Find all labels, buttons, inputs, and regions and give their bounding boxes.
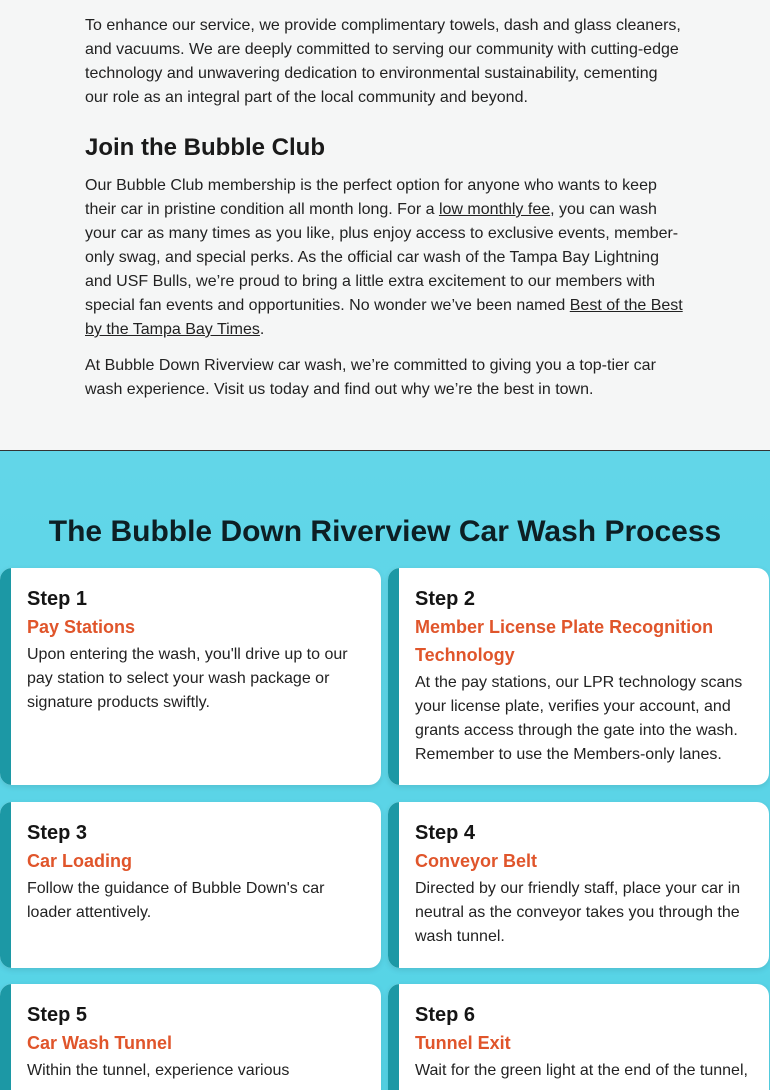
best-of-the-best-link[interactable]: Best of the Best by the Tampa Bay Times bbox=[85, 297, 683, 338]
step-number: Step 6 bbox=[415, 1004, 476, 1026]
bubble-club-paragraph bbox=[85, 174, 685, 342]
step-number: Step 2 bbox=[415, 588, 476, 610]
step-title: Conveyor Belt bbox=[415, 851, 538, 871]
visit-us-paragraph: At Bubble Down Riverview car wash, we’re committed to giving you a top-tier car wash experience. Visit us today and find out why we’re the best in town. bbox=[85, 357, 656, 398]
step-card-2 bbox=[388, 568, 769, 785]
low-monthly-fee-link[interactable]: low monthly fee bbox=[438, 201, 551, 218]
step-card-4 bbox=[388, 802, 769, 968]
step-title: Pay Stations bbox=[27, 617, 136, 637]
step-title: Car Loading bbox=[27, 851, 133, 871]
step-number: Step 4 bbox=[415, 822, 476, 844]
step-title: Car Wash Tunnel bbox=[27, 1033, 173, 1053]
services-paragraph: To enhance our service, we provide complimentary towels, dash and glass cleaners, and vacuums. We are deeply committed to serving our community with cutting-edge technology and unwavering dedication to environmental sustainability, cementing our role as an integral part of the local community and beyond. bbox=[85, 17, 681, 106]
step-card-5 bbox=[0, 984, 381, 1090]
step-description: Wait for the green light at the end of the tunnel, bbox=[415, 1062, 748, 1079]
bubble-club-text-3: . bbox=[259, 321, 265, 338]
step-title: Member License Plate Recognition Technology bbox=[415, 617, 714, 665]
process-title: The Bubble Down Riverview Car Wash Process bbox=[48, 515, 722, 548]
card-accent-bar bbox=[388, 568, 399, 785]
card-accent-bar bbox=[388, 984, 399, 1090]
join-bubble-club-heading: Join the Bubble Club bbox=[85, 134, 325, 161]
card-accent-bar bbox=[0, 802, 11, 968]
bubble-club-text-1: Our Bubble Club membership is the perfect option for anyone who wants to keep their car in pristine condition all month long. For a bbox=[85, 177, 657, 218]
step-card-3 bbox=[0, 802, 381, 968]
step-title: Tunnel Exit bbox=[415, 1033, 511, 1053]
step-description: Directed by our friendly staff, place your car in neutral as the conveyor takes you through the wash tunnel. bbox=[415, 880, 741, 945]
process-section bbox=[0, 451, 770, 1090]
step-card-6 bbox=[388, 984, 769, 1090]
step-description: Upon entering the wash, you'll drive up to our pay station to select your wash package or signature products swiftly. bbox=[27, 646, 348, 711]
step-description: At the pay stations, our LPR technology scans your license plate, verifies your account, and grants access through the gate into the wash. Remember to use the Members-only lanes. bbox=[415, 674, 743, 763]
bubble-club-text-2: , you can wash your car as many times as you like, plus enjoy access to exclusive events, member-only swag, and special perks. As the official car wash of the Tampa Bay Lightning and USF Bulls, we’re proud to bring a little extra excitement to our members with special fan events and opportunities. No wonder we’ve been named bbox=[85, 201, 679, 314]
card-accent-bar bbox=[0, 568, 11, 785]
step-number: Step 5 bbox=[27, 1004, 88, 1026]
card-accent-bar bbox=[0, 984, 11, 1090]
step-number: Step 3 bbox=[27, 822, 88, 844]
step-description: Follow the guidance of Bubble Down's car loader attentively. bbox=[27, 880, 325, 921]
card-accent-bar bbox=[388, 802, 399, 968]
step-description: Within the tunnel, experience various bbox=[27, 1062, 290, 1079]
step-card-1 bbox=[0, 568, 381, 785]
step-number: Step 1 bbox=[27, 588, 88, 610]
